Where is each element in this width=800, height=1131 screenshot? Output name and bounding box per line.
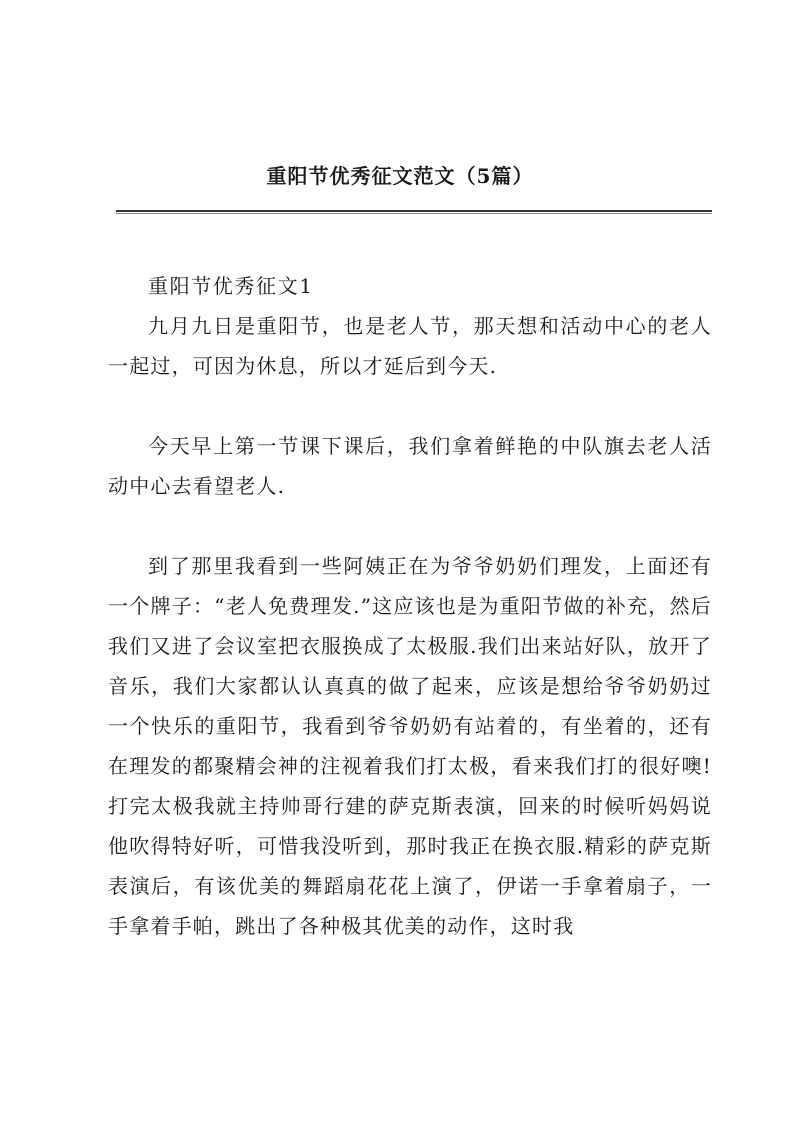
paragraph-1: 九月九日是重阳节，也是老人节，那天想和活动中心的老人一起过，可因为休息，所以才延后到今天. [108, 314, 712, 378]
paragraph-3: 到了那里我看到一些阿姨正在为爷爷奶奶们理发，上面还有一个牌子：“老人免费理发.”这应该也是为重阳节做的补充，然后我们又进了会议室把衣服换成了太极服.我们出来站好队，放开了音乐，我们大家都认认真真的做了起来，应该是想给爷爷奶奶过一个快乐的重阳节，我看到爷爷奶奶有站着的，有坐着的，还有在理发的都聚精会神的注视着我们打太极，看来我们打的很好噢!打完太极我就主持帅哥行建的萨克斯表演，回来的时候听妈妈说他吹得特好听，可惜我没听到，那时我正在换衣服.精彩的萨克斯表演后，有该优美的舞蹈扇花花上演了，伊诺一手拿着扇子，一手拿着手帕，跳出了各种极其优美的动作，这时我 [108, 554, 712, 938]
document-title: 重阳节优秀征文范文（5篇） [266, 164, 534, 188]
document-body [108, 266, 712, 946]
title-underline [116, 210, 712, 214]
paragraph-2: 今天早上第一节课下课后，我们拿着鲜艳的中队旗去老人活动中心去看望老人. [108, 434, 712, 498]
section-heading: 重阳节优秀征文1 [148, 274, 314, 298]
